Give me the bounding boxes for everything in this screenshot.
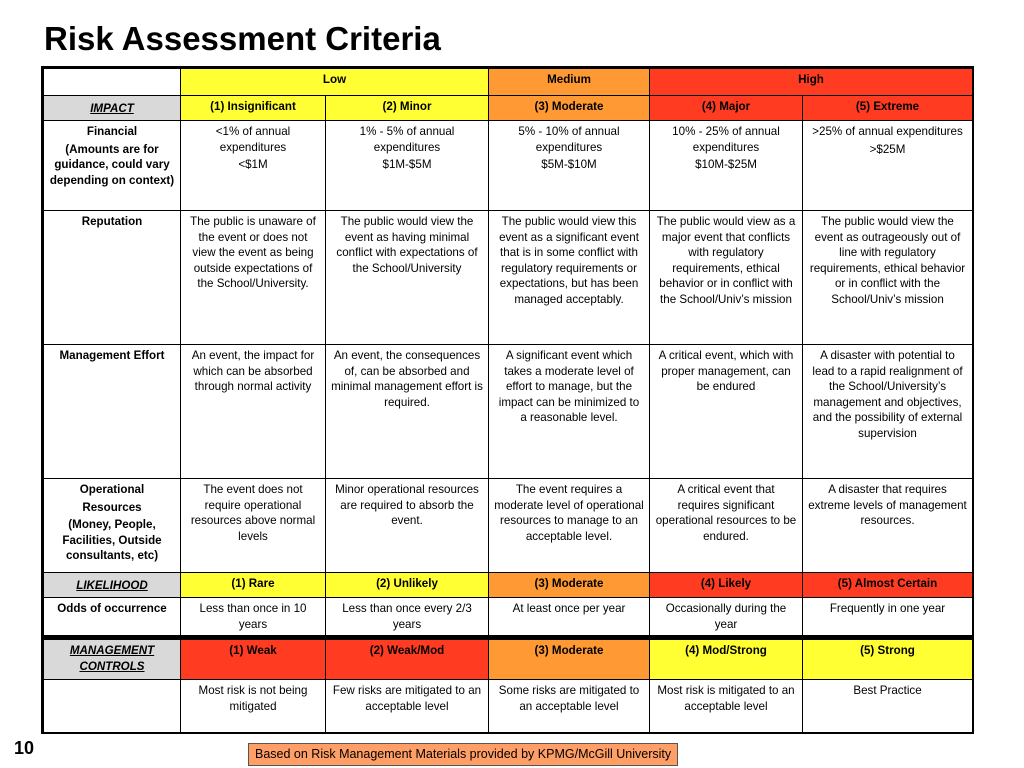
likelihood-level-5: (5) Almost Certain	[803, 573, 973, 598]
management-effort-cell-5: A disaster with potential to lead to a rapid realignment of the School/University’s management and objectives, and the possibility of external supervision	[803, 345, 973, 479]
likelihood-level-2: (2) Unlikely	[326, 573, 489, 598]
management-effort-cell-2: An event, the consequences of, can be absorbed and minimal management effort is required.	[326, 345, 489, 479]
operational-row	[44, 479, 973, 573]
odds-cell-3: At least once per year	[489, 598, 650, 638]
impact-level-3: (3) Moderate	[489, 96, 650, 121]
likelihood-level-4: (4) Likely	[650, 573, 803, 598]
odds-label: Odds of occurrence	[44, 598, 181, 638]
financial-cell-4-amount: $10M-$25M	[695, 158, 757, 171]
management-controls-desc-row	[44, 680, 973, 733]
reputation-cell-5: The public would view the event as outrageously out of line with regulatory requirements, ethical behavior or in conflict with the School/Univ’s mission	[803, 211, 973, 345]
odds-cell-5: Frequently in one year	[803, 598, 973, 638]
odds-cell-2: Less than once every 2/3 years	[326, 598, 489, 638]
management-effort-cell-4: A critical event, which with proper management, can be endured	[650, 345, 803, 479]
financial-cell-5	[803, 121, 973, 211]
likelihood-level-1: (1) Rare	[181, 573, 326, 598]
financial-cell-4-text: 10% - 25% of annual expenditures	[672, 125, 780, 154]
likelihood-row	[44, 573, 973, 598]
band-empty-cell	[44, 69, 181, 96]
likelihood-label: LIKELIHOOD	[44, 573, 181, 598]
financial-label	[44, 121, 181, 211]
financial-cell-2	[326, 121, 489, 211]
operational-cell-3: The event requires a moderate level of operational resources to manage to an acceptable level.	[489, 479, 650, 573]
financial-label-title: Financial	[86, 125, 138, 138]
reputation-cell-4: The public would view as a major event that conflicts with regulatory requirements, ethical behavior or in conflict with the School/Univ’s mission	[650, 211, 803, 345]
odds-cell-4: Occasionally during the year	[650, 598, 803, 638]
financial-cell-5-amount: >$25M	[869, 142, 906, 156]
financial-cell-3	[489, 121, 650, 211]
operational-label-subtitle: Resources	[82, 500, 142, 514]
impact-level-4: (4) Major	[650, 96, 803, 121]
band-row	[44, 69, 973, 96]
odds-cell-1: Less than once in 10 years	[181, 598, 326, 638]
source-footer: Based on Risk Management Materials provided by KPMG/McGill University	[248, 743, 678, 766]
operational-cell-2: Minor operational resources are required to absorb the event.	[326, 479, 489, 573]
controls-level-4: (4) Mod/Strong	[650, 638, 803, 680]
impact-level-2: (2) Minor	[326, 96, 489, 121]
page-number: 10	[14, 738, 35, 758]
controls-level-3: (3) Moderate	[489, 638, 650, 680]
management-controls-row	[44, 638, 973, 680]
financial-cell-1-text: <1% of annual expenditures	[215, 125, 291, 154]
management-controls-label: MANAGEMENT CONTROLS	[44, 638, 181, 680]
impact-label: IMPACT	[44, 96, 181, 121]
management-effort-label: Management Effort	[44, 345, 181, 479]
controls-cell-4: Most risk is mitigated to an acceptable level	[650, 680, 803, 733]
reputation-cell-3: The public would view this event as a significant event that is in some conflict with regulatory requirements or expectations, but has been managed acceptably.	[489, 211, 650, 345]
impact-level-1: (1) Insignificant	[181, 96, 326, 121]
financial-cell-1-amount: <$1M	[238, 158, 268, 171]
operational-cell-1: The event does not require operational resources above normal levels	[181, 479, 326, 573]
financial-cell-2-text: 1% - 5% of annual expenditures	[359, 125, 455, 154]
page-title: Risk Assessment Criteria	[44, 20, 441, 57]
band-high: High	[650, 69, 973, 96]
reputation-cell-2: The public would view the event as having minimal conflict with expectations of the School/University	[326, 211, 489, 345]
operational-label-title: Operational	[79, 483, 145, 496]
operational-label	[44, 479, 181, 573]
operational-label-note: (Money, People, Facilities, Outside consultants, etc)	[62, 518, 162, 562]
controls-level-5: (5) Strong	[803, 638, 973, 680]
financial-cell-3-text: 5% - 10% of annual expenditures	[518, 125, 620, 154]
financial-cell-1	[181, 121, 326, 211]
management-effort-row	[44, 345, 973, 479]
financial-cell-3-amount: $5M-$10M	[541, 158, 597, 171]
reputation-label: Reputation	[44, 211, 181, 345]
financial-cell-4	[650, 121, 803, 211]
financial-cell-2-amount: $1M-$5M	[382, 158, 432, 171]
reputation-cell-1: The public is unaware of the event or does not view the event as being outside expectations of the School/University.	[181, 211, 326, 345]
controls-cell-2: Few risks are mitigated to an acceptable level	[326, 680, 489, 733]
financial-row	[44, 121, 973, 211]
reputation-row	[44, 211, 973, 345]
controls-cell-5: Best Practice	[803, 680, 973, 733]
financial-label-note: (Amounts are for guidance, could vary depending on context)	[49, 142, 175, 187]
controls-level-1: (1) Weak	[181, 638, 326, 680]
operational-cell-4: A critical event that requires significant operational resources to be endured.	[650, 479, 803, 573]
controls-level-2: (2) Weak/Mod	[326, 638, 489, 680]
impact-level-5: (5) Extreme	[803, 96, 973, 121]
odds-row	[44, 598, 973, 638]
financial-cell-5-text: >25% of annual expenditures	[812, 125, 963, 138]
management-controls-empty-cell	[44, 680, 181, 733]
band-medium: Medium	[489, 69, 650, 96]
impact-row	[44, 96, 973, 121]
likelihood-level-3: (3) Moderate	[489, 573, 650, 598]
band-low: Low	[181, 69, 489, 96]
controls-cell-1: Most risk is not being mitigated	[181, 680, 326, 733]
risk-criteria-table	[43, 68, 973, 733]
management-effort-cell-1: An event, the impact for which can be absorbed through normal activity	[181, 345, 326, 479]
operational-cell-5: A disaster that requires extreme levels of management resources.	[803, 479, 973, 573]
controls-cell-3: Some risks are mitigated to an acceptable level	[489, 680, 650, 733]
management-effort-cell-3: A significant event which takes a moderate level of effort to manage, but the impact can be minimized to a reasonable level.	[489, 345, 650, 479]
